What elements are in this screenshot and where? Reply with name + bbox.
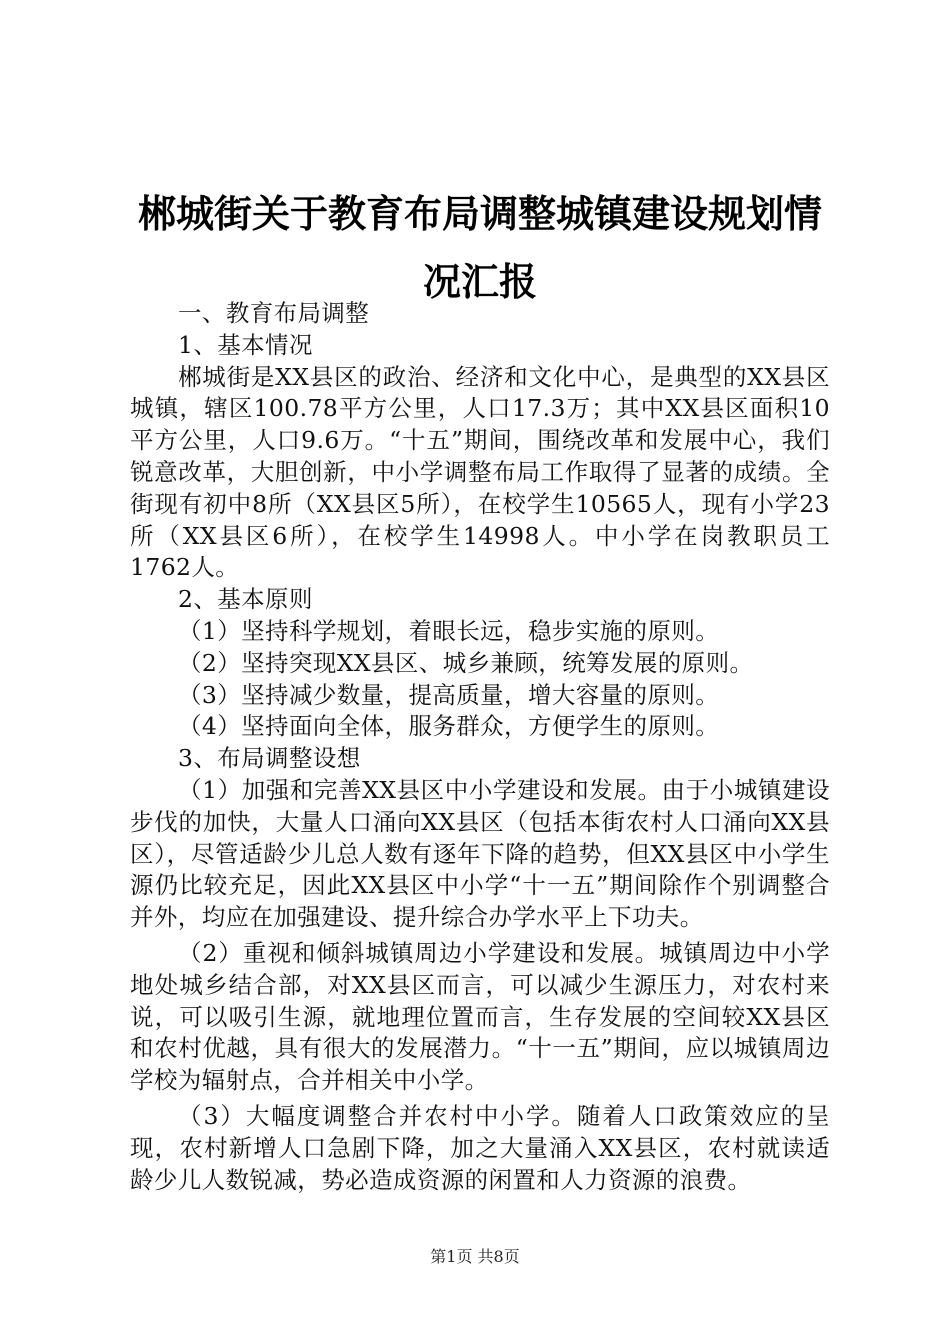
principle-item: （1）坚持科学规划，着眼长远，稳步实施的原则。 [178,616,720,645]
document-title: 郴城街关于教育布局调整城镇建设规划情况汇报 [137,192,822,304]
body-paragraph: （1）加强和完善XX县区中小学建设和发展。由于小城镇建设步伐的加快，大量人口涌向XX县区（包括本街农村人口涌向XX县区），尽管适龄少儿总人数有逐年下降的趋势，但XX县区中小学生源仍比较充足，因此XX县区中小学“十一五”期间除作个别调整合并外，均应在加强建设、提升综合办学水平上下功夫。 [130,775,830,932]
principle-item: （4）坚持面向全体，服务群众，方便学生的原则。 [178,712,720,741]
subsection-heading: 1、基本情况 [178,330,313,359]
section-heading: 一、教育布局调整 [178,299,370,327]
body-paragraph: （3）大幅度调整合并农村中小学。随着人口政策效应的呈现，农村新增人口急剧下降，加之大量涌入XX县区，农村就读适龄少儿人数锐减，势必造成资源的闲置和人力资源的浪费。 [130,1101,830,1194]
principle-item: （3）坚持减少数量，提高质量，增大容量的原则。 [178,680,720,709]
body-paragraph: 郴城街是XX县区的政治、经济和文化中心，是典型的XX县区城镇，辖区100.78平方公里，人口17.3万；其中XX县区面积10平方公里，人口9.6万。“十五”期间，围绕改革和发展中心，我们锐意改革，大胆创新，中小学调整布局工作取得了显著的成绩。全街现有初中8所（XX县区5所），在校学生10565人，现有小学23所（XX县区6所），在校学生14998人。中小学在岗教职员工1762人。 [130,362,830,582]
page-number: 第1页 共8页 [430,1247,520,1266]
subsection-heading: 2、基本原则 [178,585,313,614]
document-body [130,298,830,1196]
subsection-heading: 3、布局调整设想 [178,744,361,773]
body-paragraph: （2）重视和倾斜城镇周边小学建设和发展。城镇周边中小学地处城乡结合部，对XX县区而言，可以减少生源压力，对农村来说，可以吸引生源，就地理位置而言，生存发展的空间较XX县区和农村优越，具有很大的发展潜力。“十一五”期间，应以城镇周边学校为辐射点，合并相关中小学。 [130,938,830,1095]
principle-item: （2）坚持突现XX县区、城乡兼顾，统筹发展的原则。 [178,648,754,677]
